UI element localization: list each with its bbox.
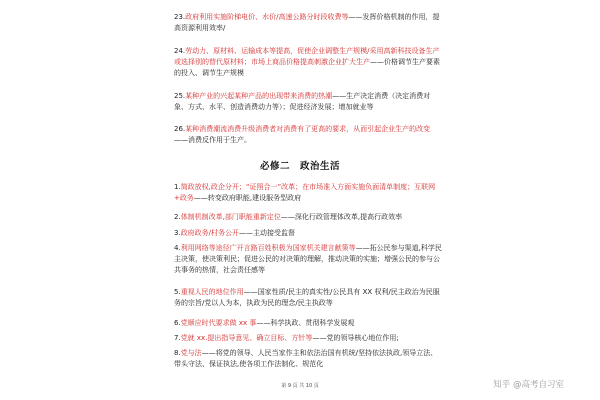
item-number: 6. bbox=[174, 319, 181, 327]
list-item bbox=[174, 318, 442, 329]
section-title: 必修二 政治生活 bbox=[259, 161, 340, 172]
item-text: ——科学执政、贯彻科学发展观 bbox=[256, 319, 355, 327]
item-number: 7. bbox=[174, 334, 181, 342]
item-text-highlight: 党与法 bbox=[180, 349, 202, 357]
item-text: ——主动接受监督 bbox=[239, 229, 296, 237]
item-text: ——深化行政管理体改革,提高行政效率 bbox=[280, 213, 403, 221]
list-item bbox=[174, 46, 442, 79]
page-footer: 第 9 页 共 10 页 bbox=[281, 383, 319, 389]
watermark bbox=[490, 378, 564, 390]
item-text: ——党的领导核心地位作用; bbox=[312, 334, 399, 342]
item-text-highlight: 党顺应时代要求做 xx 事 bbox=[180, 319, 257, 327]
list-item bbox=[174, 228, 442, 239]
item-text: ——转变政府职能,建设服务型政府 bbox=[193, 194, 302, 202]
item-text-highlight: 劳动力、原材料、运输成本等提高，促使企业调整生产规模/采用高新科技设备生产或选择别的替代原材料；市场上商品价格提高刺激企业扩大生产 bbox=[174, 47, 440, 66]
item-text-highlight: 政府利用实施阶梯电价、水价/高速公路分时段收费等 bbox=[185, 13, 349, 21]
list-item bbox=[174, 182, 442, 204]
list-item bbox=[174, 91, 442, 113]
list-item bbox=[174, 287, 442, 309]
list-item bbox=[174, 212, 442, 223]
item-text-highlight: 党就 xx.提出指导意见、确立目标、方针等 bbox=[180, 334, 313, 342]
list-item bbox=[174, 348, 442, 370]
item-text-highlight: 某种消费潮流消费升级消费者对消费有了更高的要求，从而引起企业生产的改变 bbox=[185, 125, 431, 133]
list-item bbox=[174, 243, 442, 276]
item-text-highlight: 简政放权,政企分开；“证照合一”改革；在市场准入方面实施负面清单制度；互联网+政务 bbox=[174, 183, 436, 202]
item-number: 1. bbox=[174, 183, 181, 191]
item-number: 3. bbox=[174, 229, 181, 237]
item-number: 4. bbox=[174, 244, 181, 252]
item-text-highlight: 政府政务/村务公开 bbox=[180, 229, 240, 237]
item-text-highlight: 体制机制改革,部门职能重新定位 bbox=[180, 213, 281, 221]
item-number: 2. bbox=[174, 213, 181, 221]
item-number: 24. bbox=[174, 47, 186, 55]
item-number: 23. bbox=[174, 13, 186, 21]
list-item bbox=[174, 333, 442, 344]
item-number: 5. bbox=[174, 288, 181, 296]
item-text: ——国家性质/民主的真实性/公民具有 XX 权利/民主政治为民服务的宗旨/党以人为本，执政为民的理念/民主执政等 bbox=[174, 288, 440, 307]
item-number: 8. bbox=[174, 349, 181, 357]
item-text: ——发挥价格机制的作用，提高资源利用效率/ bbox=[174, 13, 440, 32]
item-text-highlight: 利用网络等途径广开言路百姓积极为国家机关建言献策等 bbox=[180, 244, 356, 252]
list-item bbox=[174, 12, 442, 34]
item-text-highlight: 某种产业的兴起某种产品的出现带来消费的热潮 bbox=[185, 92, 333, 100]
item-text: ——将党的领导、人民当家作主和依法治国有机统/坚持依法执政,领导立法、带头守法、保证执法,使各项工作法制化、规范化 bbox=[174, 349, 438, 368]
item-text: ——拓公民参与渠道,科学民主决策，使决策利民；促进公民的对决策的理解，推动决策的实施；增强公民的参与公共事务的热情，社会责任感等 bbox=[174, 244, 442, 274]
item-text: ——生产决定消费（决定消费对象、方式、水平、创造消费动力等）；促进经济发展；增加就业等 bbox=[174, 92, 431, 111]
item-text: ——消费反作用于生产。 bbox=[174, 136, 251, 144]
document-page bbox=[148, 0, 452, 400]
item-text: ——价格调节生产要素的投入、调节生产规模 bbox=[174, 58, 440, 77]
item-number: 25. bbox=[174, 92, 186, 100]
item-number: 26. bbox=[174, 125, 186, 133]
watermark-text: 知乎 @高考自习室 bbox=[493, 380, 564, 390]
item-text-highlight: 重视人民的地位作用 bbox=[180, 288, 244, 296]
list-item bbox=[174, 124, 442, 146]
